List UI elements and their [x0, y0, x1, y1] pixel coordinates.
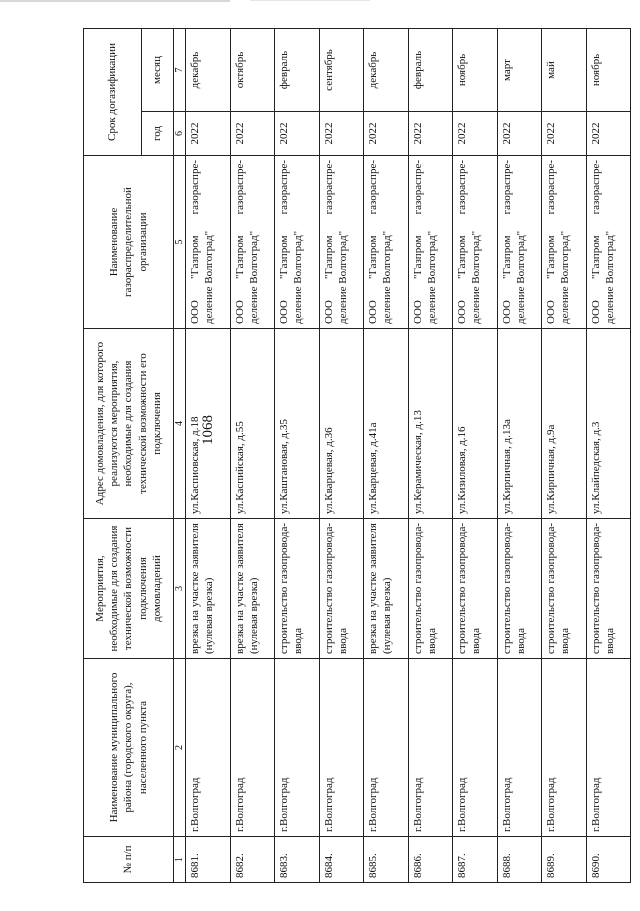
row-year: 2022 — [408, 112, 453, 156]
column-number: 5 — [174, 156, 186, 329]
table-row — [186, 28, 231, 882]
row-month: декабрь — [186, 28, 231, 111]
row-organization: ООО "Газпром газораспре-деление Волгоград" — [408, 156, 453, 329]
table-row — [408, 28, 453, 882]
row-month: март — [497, 28, 542, 111]
table-row — [319, 28, 364, 882]
column-number: 1 — [174, 837, 186, 883]
rotated-table-container — [83, 29, 623, 883]
row-activity: строительство газопровода-ввода — [408, 519, 453, 659]
row-activity: врезка на участке заявителя (нулевая врезка) — [186, 519, 231, 659]
row-organization: ООО "Газпром газораспре-деление Волгоград" — [542, 156, 587, 329]
row-locality: г.Волгоград — [408, 659, 453, 837]
row-address: ул.Клайпедская, д.3 — [586, 329, 631, 519]
row-locality: г.Волгоград — [497, 659, 542, 837]
scan-artifact — [0, 0, 230, 2]
scan-artifact — [250, 0, 370, 1]
row-number: 8690. — [586, 837, 631, 883]
header-activity: Мероприятия, необходимые для создания технической возможности подключения домовладений — [84, 519, 174, 659]
row-address: ул.Кирпичная, д.13а — [497, 329, 542, 519]
row-activity: строительство газопровода-ввода — [275, 519, 320, 659]
row-address: ул.Каспийская, д.55 — [230, 329, 275, 519]
table-row — [586, 28, 631, 882]
row-activity: врезка на участке заявителя (нулевая врезка) — [364, 519, 409, 659]
row-month: февраль — [275, 28, 320, 111]
table-row — [230, 28, 275, 882]
column-number: 3 — [174, 519, 186, 659]
row-organization: ООО "Газпром газораспре-деление Волгоград" — [230, 156, 275, 329]
row-organization: ООО "Газпром газораспре-деление Волгоград" — [497, 156, 542, 329]
row-month: ноябрь — [453, 28, 498, 111]
row-month: октябрь — [230, 28, 275, 111]
header-organization: Наименование газораспределительной организации — [84, 156, 174, 329]
row-month: ноябрь — [586, 28, 631, 111]
row-address: ул.Кизиловая, д.16 — [453, 329, 498, 519]
row-locality: г.Волгоград — [186, 659, 231, 837]
row-activity: врезка на участке заявителя (нулевая врезка) — [230, 519, 275, 659]
row-address: ул.Кварцевая, д.41а — [364, 329, 409, 519]
column-number-row — [174, 28, 186, 882]
row-number: 8687. — [453, 837, 498, 883]
row-activity: строительство газопровода-ввода — [497, 519, 542, 659]
row-locality: г.Волгоград — [319, 659, 364, 837]
row-locality: г.Волгоград — [453, 659, 498, 837]
header-year: год — [142, 112, 174, 156]
row-number: 8683. — [275, 837, 320, 883]
row-month: февраль — [408, 28, 453, 111]
row-number: 8682. — [230, 837, 275, 883]
row-activity: строительство газопровода-ввода — [453, 519, 498, 659]
row-organization: ООО "Газпром газораспре-деление Волгоград" — [364, 156, 409, 329]
row-activity: строительство газопровода-ввода — [586, 519, 631, 659]
row-month: май — [542, 28, 587, 111]
row-year: 2022 — [453, 112, 498, 156]
page-number: 1068 — [200, 415, 216, 445]
header-locality: Наименование муниципального района (городского округа), населенного пункта — [84, 659, 174, 837]
row-address: ул.Каштановая, д.35 — [275, 329, 320, 519]
row-address: ул.Каспиовская, д.18 — [186, 329, 231, 519]
row-activity: строительство газопровода-ввода — [319, 519, 364, 659]
row-number: 8685. — [364, 837, 409, 883]
row-month: декабрь — [364, 28, 409, 111]
row-organization: ООО "Газпром газораспре-деление Волгоград" — [275, 156, 320, 329]
row-year: 2022 — [319, 112, 364, 156]
column-number: 2 — [174, 659, 186, 837]
row-organization: ООО "Газпром газораспре-деление Волгоград" — [453, 156, 498, 329]
row-year: 2022 — [275, 112, 320, 156]
row-address: ул.Кирпичная, д.9а — [542, 329, 587, 519]
column-number: 4 — [174, 329, 186, 519]
row-organization: ООО "Газпром газораспре-деление Волгоград" — [186, 156, 231, 329]
row-locality: г.Волгоград — [542, 659, 587, 837]
row-locality: г.Волгоград — [364, 659, 409, 837]
row-number: 8686. — [408, 837, 453, 883]
row-organization: ООО "Газпром газораспре-деление Волгоград" — [319, 156, 364, 329]
table-row — [453, 28, 498, 882]
row-year: 2022 — [542, 112, 587, 156]
row-year: 2022 — [586, 112, 631, 156]
gasification-table — [83, 28, 631, 883]
row-year: 2022 — [497, 112, 542, 156]
table-body — [186, 28, 631, 882]
table-row — [275, 28, 320, 882]
row-year: 2022 — [186, 112, 231, 156]
row-activity: строительство газопровода-ввода — [542, 519, 587, 659]
row-locality: г.Волгоград — [230, 659, 275, 837]
header-address: Адрес домовладения, для которого реализуются мероприятия, необходимые для создания технической возможности его подключения — [84, 329, 174, 519]
row-address: ул.Кварцевая, д.36 — [319, 329, 364, 519]
row-organization: ООО "Газпром газораспре-деление Волгоград" — [586, 156, 631, 329]
row-year: 2022 — [230, 112, 275, 156]
header-month: месяц — [142, 28, 174, 111]
row-month: сентябрь — [319, 28, 364, 111]
column-number: 6 — [174, 112, 186, 156]
row-year: 2022 — [364, 112, 409, 156]
row-number: 8688. — [497, 837, 542, 883]
table-row — [542, 28, 587, 882]
row-number: 8684. — [319, 837, 364, 883]
table-row — [364, 28, 409, 882]
header-deadline: Срок догазификации — [84, 28, 142, 155]
row-address: ул.Керамическая, д.13 — [408, 329, 453, 519]
header-number: № п/п — [84, 837, 174, 883]
table-row — [497, 28, 542, 882]
row-locality: г.Волгоград — [275, 659, 320, 837]
row-number: 8689. — [542, 837, 587, 883]
row-locality: г.Волгоград — [586, 659, 631, 837]
column-number: 7 — [174, 28, 186, 111]
row-number: 8681. — [186, 837, 231, 883]
